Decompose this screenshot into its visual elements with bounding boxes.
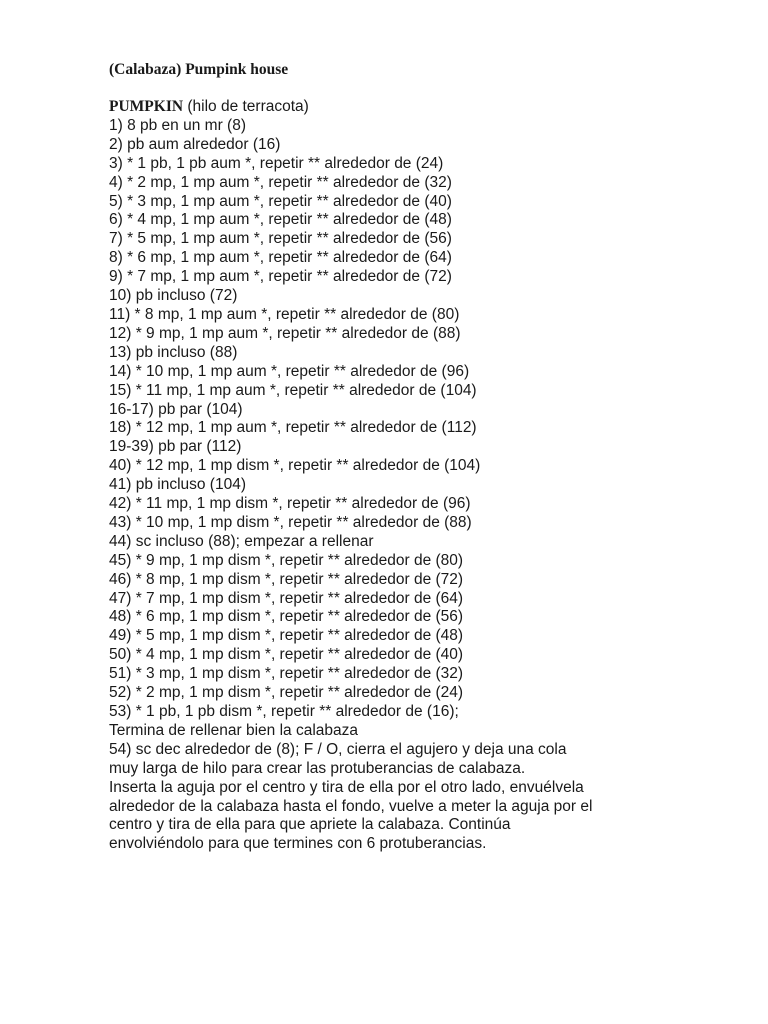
pattern-line: 15) * 11 mp, 1 mp aum *, repetir ** alrededor de (104): [109, 381, 477, 399]
section-heading-line: [109, 98, 709, 117]
pattern-line: 16-17) pb par (104): [109, 400, 243, 418]
pattern-line: 1) 8 pb en un mr (8): [109, 116, 246, 134]
pattern-line: 54) sc dec alrededor de (8); F / O, cierra el agujero y deja una cola: [109, 740, 567, 758]
pattern-line: 52) * 2 mp, 1 mp dism *, repetir ** alrededor de (24): [109, 684, 464, 702]
pattern-line: 3) * 1 pb, 1 pb aum *, repetir ** alrededor de (24): [109, 154, 444, 172]
pattern-line: 40) * 12 mp, 1 mp dism *, repetir ** alrededor de (104): [109, 457, 481, 475]
pattern-line: 13) pb incluso (88): [109, 343, 238, 361]
pattern-line: 18) * 12 mp, 1 mp aum *, repetir ** alrededor de (112): [109, 419, 477, 437]
pattern-line: 7) * 5 mp, 1 mp aum *, repetir ** alrededor de (56): [109, 230, 452, 248]
pattern-line: 2) pb aum alrededor (16): [109, 135, 281, 153]
document-page: [109, 60, 709, 854]
pattern-line: 43) * 10 mp, 1 mp dism *, repetir ** alrededor de (88): [109, 513, 472, 531]
pattern-line: 19-39) pb par (112): [109, 438, 242, 456]
pattern-line: 53) * 1 pb, 1 pb dism *, repetir ** alrededor de (16);: [109, 703, 459, 720]
document-title: (Calabaza) Pumpink house: [109, 61, 289, 78]
pattern-line: 45) * 9 mp, 1 mp dism *, repetir ** alrededor de (80): [109, 551, 464, 569]
pattern-line: 11) * 8 mp, 1 mp aum *, repetir ** alrededor de (80): [109, 305, 460, 323]
pattern-line: 51) * 3 mp, 1 mp dism *, repetir ** alrededor de (32): [109, 665, 464, 683]
pattern-line: 6) * 4 mp, 1 mp aum *, repetir ** alrededor de (48): [109, 211, 452, 229]
pattern-line: 41) pb incluso (104): [109, 476, 246, 494]
pattern-line: 44) sc incluso (88); empezar a rellenar: [109, 532, 374, 550]
pattern-line: alrededor de la calabaza hasta el fondo, vuelve a meter la aguja por el: [109, 797, 593, 815]
pattern-line: centro y tira de ella para que apriete la calabaza. Continúa: [109, 816, 511, 834]
pattern-line: 46) * 8 mp, 1 mp dism *, repetir ** alrededor de (72): [109, 570, 464, 588]
section-subtitle: (hilo de terracota): [183, 98, 309, 115]
pattern-line: envolviéndolo para que termines con 6 protuberancias.: [109, 835, 487, 853]
pattern-line: 14) * 10 mp, 1 mp aum *, repetir ** alrededor de (96): [109, 362, 470, 380]
pattern-line: muy larga de hilo para crear las protuberancias de calabaza.: [109, 759, 526, 777]
pattern-line: 12) * 9 mp, 1 mp aum *, repetir ** alrededor de (88): [109, 324, 461, 342]
pattern-line: 5) * 3 mp, 1 mp aum *, repetir ** alrededor de (40): [109, 192, 452, 210]
pattern-line: 48) * 6 mp, 1 mp dism *, repetir ** alrededor de (56): [109, 608, 464, 626]
pattern-line: 10) pb incluso (72): [109, 287, 238, 305]
pattern-line: 8) * 6 mp, 1 mp aum *, repetir ** alrededor de (64): [109, 249, 452, 267]
pattern-line: Inserta la aguja por el centro y tira de ella por el otro lado, envuélvela: [109, 778, 584, 796]
pattern-line: 49) * 5 mp, 1 mp dism *, repetir ** alrededor de (48): [109, 627, 464, 645]
pattern-line: 42) * 11 mp, 1 mp dism *, repetir ** alrededor de (96): [109, 495, 471, 513]
section-heading: PUMPKIN: [109, 98, 184, 115]
pattern-line: Termina de rellenar bien la calabaza: [109, 721, 359, 739]
pattern-lines: [109, 117, 709, 854]
pattern-line: 9) * 7 mp, 1 mp aum *, repetir ** alrededor de (72): [109, 268, 452, 286]
pattern-line: 50) * 4 mp, 1 mp dism *, repetir ** alrededor de (40): [109, 646, 464, 664]
pattern-line: 4) * 2 mp, 1 mp aum *, repetir ** alrededor de (32): [109, 173, 452, 191]
pattern-line: 47) * 7 mp, 1 mp dism *, repetir ** alrededor de (64): [109, 589, 464, 607]
